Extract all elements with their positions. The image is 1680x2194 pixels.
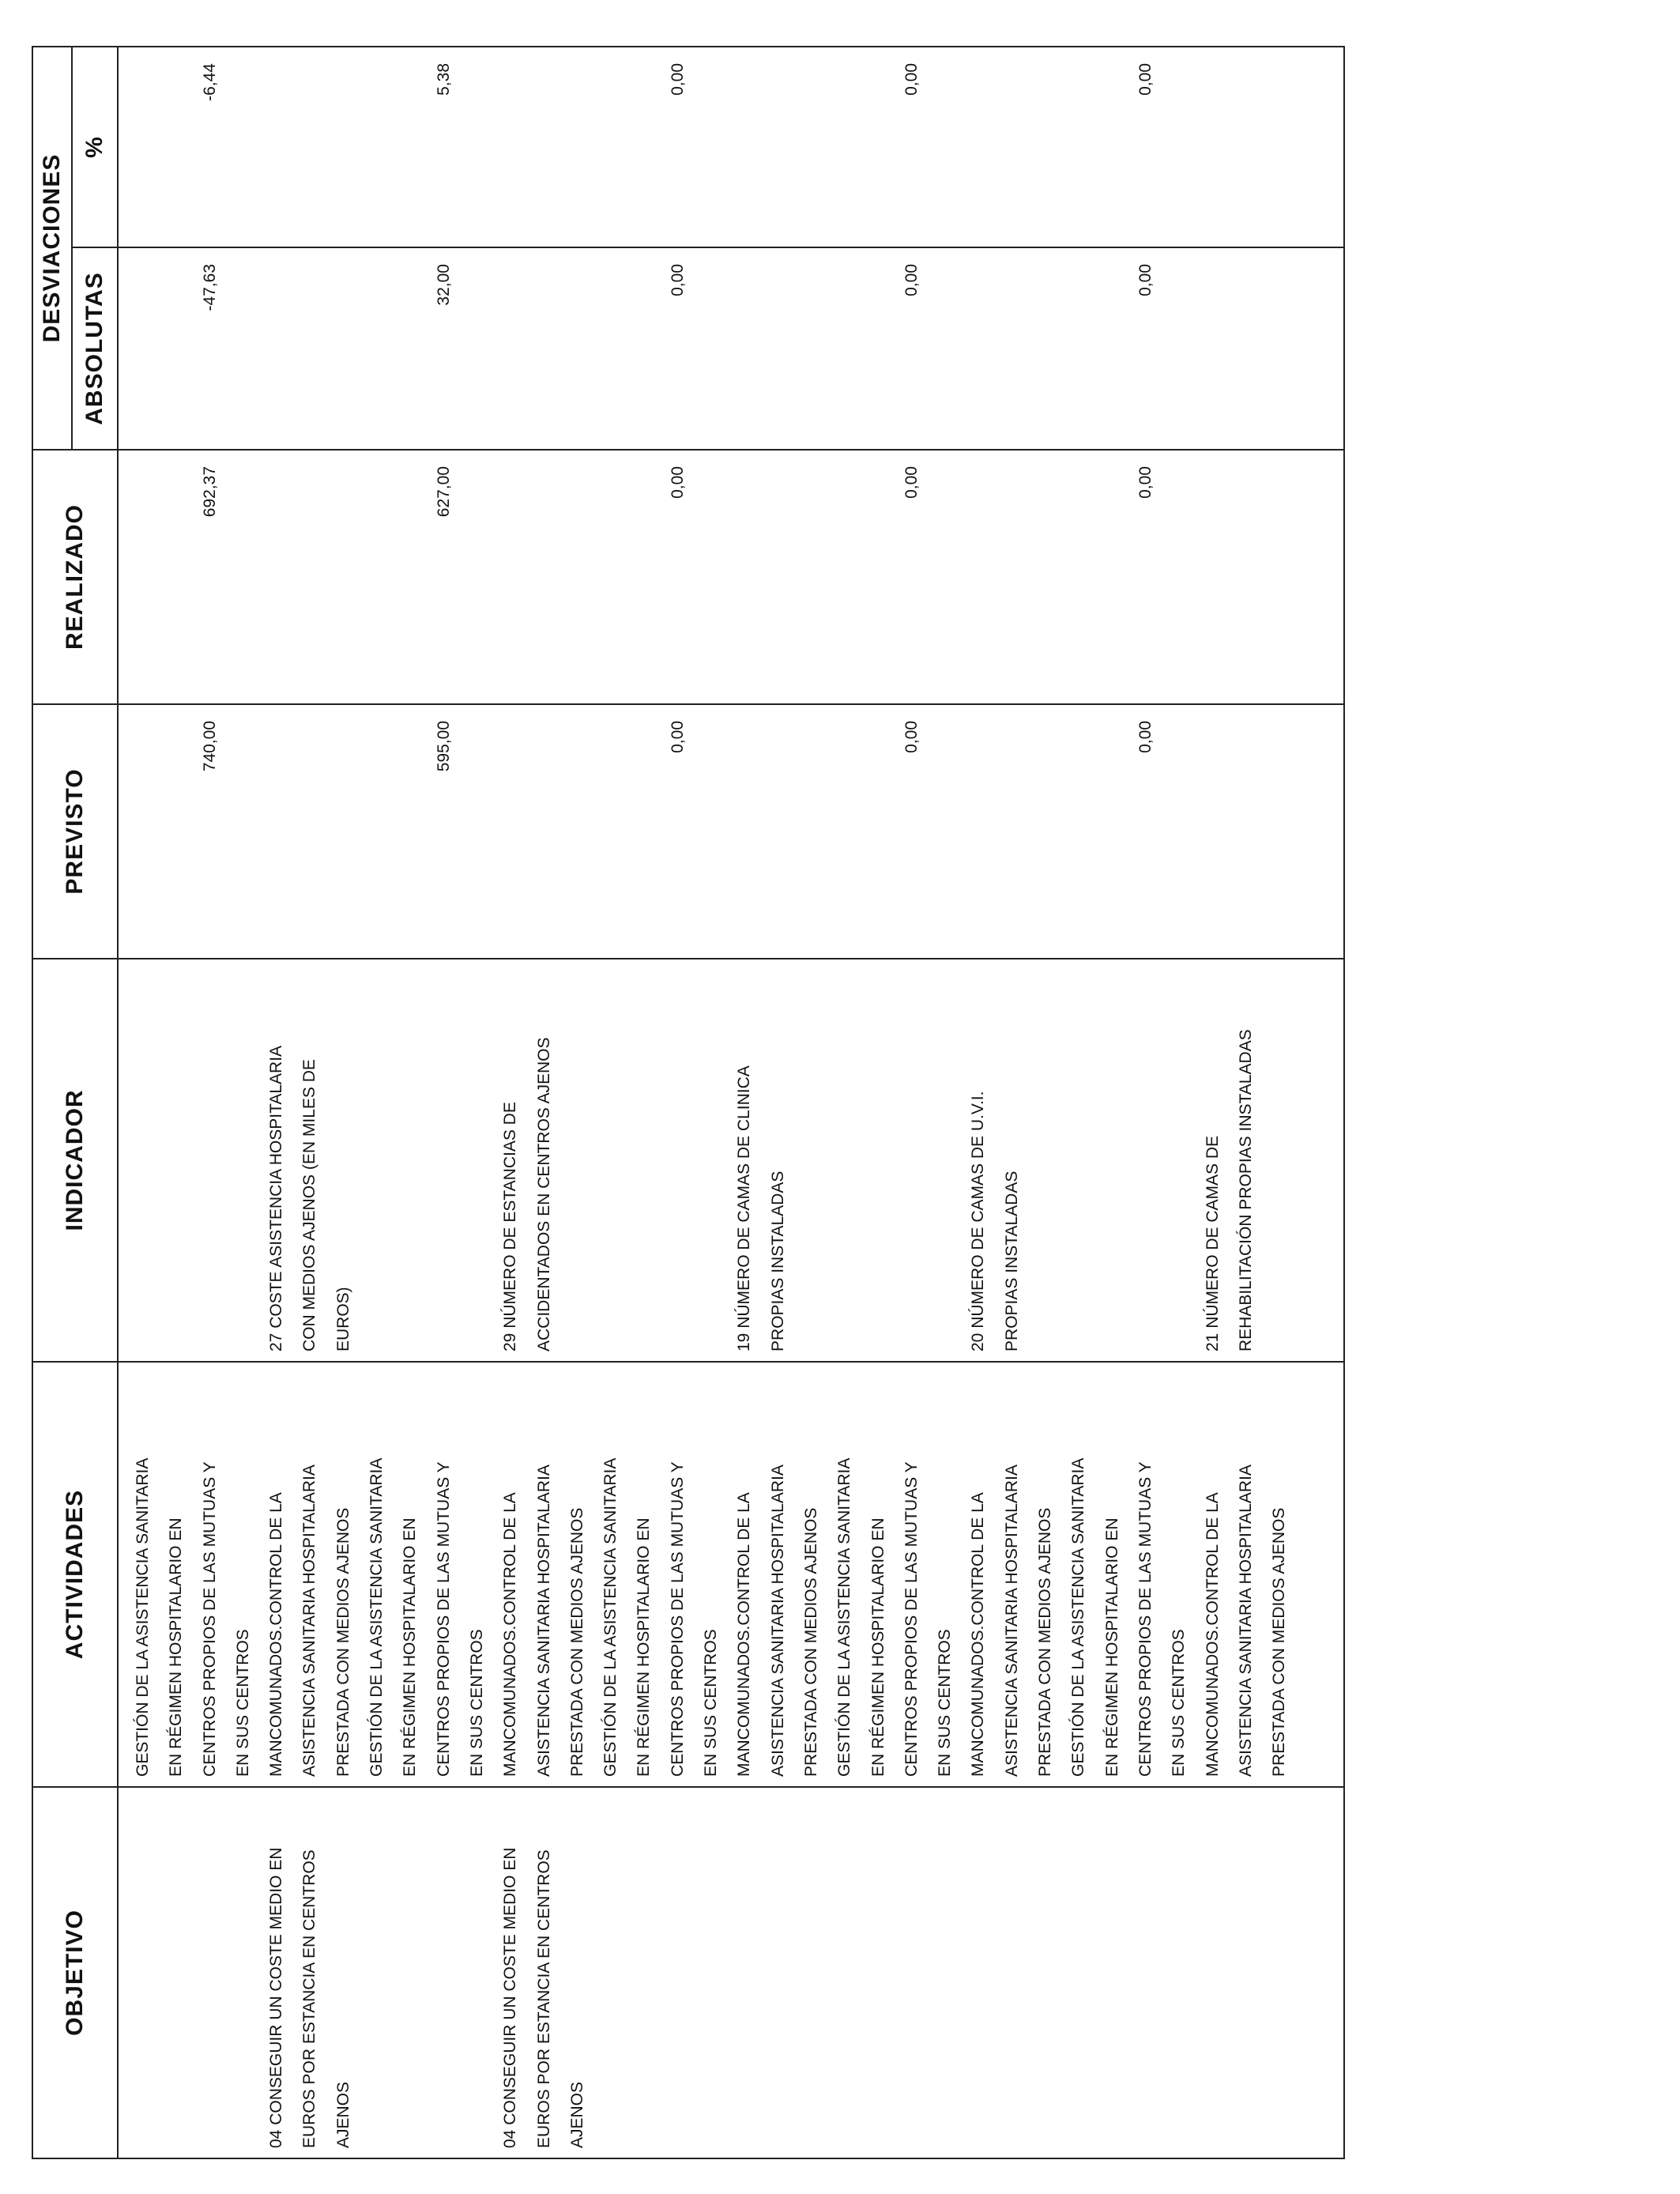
actividades-column (118, 1362, 1344, 1787)
indicador-line: 20 NÚMERO DE CAMAS DE U.V.I. (969, 1091, 988, 1351)
indicador-line: PROPIAS INSTALADAS (1002, 1171, 1021, 1351)
previsto-value-group (828, 721, 1062, 948)
porcentaje-value-group (1062, 63, 1296, 237)
objetivo-line: 04 CONSEGUIR UN COSTE MEDIO EN (267, 1847, 286, 2148)
objetivo-line: 04 CONSEGUIR UN COSTE MEDIO EN (501, 1847, 520, 2148)
line-spacer (360, 721, 428, 948)
actividad-line: PRESTADA CON MEDIOS AJENOS (801, 1507, 820, 1777)
header-actividades: ACTIVIDADES (32, 1362, 118, 1787)
absolutas-value: 0,00 (1136, 264, 1155, 296)
previsto-value-group (1062, 721, 1296, 948)
indicador-group (126, 969, 360, 1351)
line-spacer (126, 264, 194, 439)
absolutas-value-group (1062, 264, 1296, 439)
indicador-line: EUROS) (333, 1287, 352, 1351)
line-spacer (828, 721, 895, 948)
objetivo-group (828, 1797, 1062, 2148)
line-spacer (126, 969, 260, 1351)
objetivo-line: EUROS POR ESTANCIA EN CENTROS (300, 1849, 319, 2148)
actividad-line: GESTIÓN DE LA ASISTENCIA SANITARIA (835, 1457, 854, 1777)
table-body-row (118, 47, 1344, 2158)
indicador-group (828, 969, 1062, 1351)
actividad-line: EN RÉGIMEN HOSPITALARIO EN (167, 1517, 186, 1777)
previsto-value: 740,00 (200, 721, 219, 772)
actividad-line: GESTIÓN DE LA ASISTENCIA SANITARIA (134, 1457, 152, 1777)
actividad-group (1062, 1372, 1296, 1777)
absolutas-value: 32,00 (434, 264, 453, 306)
actividad-line: ASISTENCIA SANITARIA HOSPITALARIA (534, 1465, 553, 1777)
indicador-line: 29 NÚMERO DE ESTANCIAS DE (501, 1102, 520, 1351)
porcentaje-value: -6,44 (200, 63, 219, 101)
actividad-group (828, 1372, 1062, 1777)
previsto-value: 0,00 (902, 721, 921, 753)
header-absolutas: ABSOLUTAS (72, 247, 118, 450)
actividad-line: MANCOMUNADOS.CONTROL DE LA (735, 1492, 754, 1777)
actividad-line: EN RÉGIMEN HOSPITALARIO EN (1102, 1517, 1121, 1777)
line-spacer (594, 969, 728, 1351)
header-indicador: INDICADOR (32, 959, 118, 1362)
actividad-line: CENTROS PROPIOS DE LAS MUTUAS Y (200, 1461, 219, 1777)
actividad-line: CENTROS PROPIOS DE LAS MUTUAS Y (434, 1461, 453, 1777)
indicador-line: 19 NÚMERO DE CAMAS DE CLINICA (735, 1065, 754, 1351)
indicador-line: 21 NÚMERO DE CAMAS DE (1203, 1135, 1222, 1351)
indicator-table (32, 46, 1345, 2159)
realizado-value: 692,37 (200, 466, 219, 518)
actividad-line: GESTIÓN DE LA ASISTENCIA SANITARIA (601, 1457, 620, 1777)
porcentaje-value-group (126, 63, 360, 237)
actividad-line: PRESTADA CON MEDIOS AJENOS (567, 1507, 586, 1777)
porcentaje-value-group (828, 63, 1062, 237)
previsto-column (118, 704, 1344, 959)
line-spacer (1062, 264, 1129, 439)
objetivo-group (126, 1797, 360, 2148)
line-spacer (126, 1797, 260, 2148)
header-porcentaje: % (72, 47, 118, 247)
line-spacer (360, 969, 494, 1351)
actividad-line: EN SUS CENTROS (1170, 1629, 1188, 1777)
actividad-line: EN SUS CENTROS (467, 1629, 486, 1777)
indicador-line: PROPIAS INSTALADAS (768, 1171, 787, 1351)
porcentaje-value: 0,00 (1136, 63, 1155, 96)
realizado-value-group (126, 466, 360, 694)
objetivo-group (594, 1797, 828, 2148)
absolutas-column (118, 247, 1344, 450)
previsto-value: 0,00 (668, 721, 687, 753)
realizado-value: 627,00 (434, 466, 453, 518)
objetivo-column (118, 1787, 1344, 2158)
line-spacer (126, 63, 194, 237)
header-objetivo: OBJETIVO (32, 1787, 118, 2158)
porcentaje-column (118, 47, 1344, 247)
objetivo-line: AJENOS (567, 2081, 586, 2148)
line-spacer (1062, 63, 1129, 237)
actividad-line: ASISTENCIA SANITARIA HOSPITALARIA (300, 1465, 319, 1777)
indicador-line: ACCIDENTADOS EN CENTROS AJENOS (534, 1037, 553, 1351)
previsto-value: 0,00 (1136, 721, 1155, 753)
porcentaje-value-group (594, 63, 828, 237)
absolutas-value-group (360, 264, 594, 439)
indicador-line: CON MEDIOS AJENOS (EN MILES DE (300, 1059, 319, 1351)
line-spacer (828, 1797, 962, 2148)
line-spacer (1062, 466, 1129, 694)
objetivo-line: AJENOS (333, 2081, 352, 2148)
absolutas-value-group (828, 264, 1062, 439)
absolutas-value-group (594, 264, 828, 439)
header-desviaciones: DESVIACIONES (32, 47, 72, 450)
absolutas-value: 0,00 (902, 264, 921, 296)
actividad-line: GESTIÓN DE LA ASISTENCIA SANITARIA (367, 1457, 386, 1777)
line-spacer (1062, 969, 1196, 1351)
actividad-line: MANCOMUNADOS.CONTROL DE LA (501, 1492, 520, 1777)
actividad-line: GESTIÓN DE LA ASISTENCIA SANITARIA (1069, 1457, 1088, 1777)
actividad-line: ASISTENCIA SANITARIA HOSPITALARIA (1236, 1465, 1255, 1777)
absolutas-value-group (126, 264, 360, 439)
line-spacer (828, 466, 895, 694)
actividad-line: ASISTENCIA SANITARIA HOSPITALARIA (1002, 1465, 1021, 1777)
line-spacer (594, 264, 661, 439)
absolutas-value: 0,00 (668, 264, 687, 296)
realizado-value-group (1062, 466, 1296, 694)
previsto-value-group (360, 721, 594, 948)
actividad-line: CENTROS PROPIOS DE LAS MUTUAS Y (1136, 1461, 1155, 1777)
rotated-table-frame (32, 47, 1345, 2159)
header-previsto: PREVISTO (32, 704, 118, 959)
line-spacer (594, 466, 661, 694)
header-row-top (32, 47, 72, 2158)
indicador-line: 27 COSTE ASISTENCIA HOSPITALARIA (267, 1045, 286, 1351)
porcentaje-value: 0,00 (902, 63, 921, 96)
porcentaje-value-group (360, 63, 594, 237)
realizado-value: 0,00 (902, 466, 921, 499)
line-spacer (1062, 721, 1129, 948)
actividad-line: MANCOMUNADOS.CONTROL DE LA (1203, 1492, 1222, 1777)
line-spacer (360, 264, 428, 439)
objetivo-group (1062, 1797, 1296, 2148)
actividad-line: MANCOMUNADOS.CONTROL DE LA (969, 1492, 988, 1777)
absolutas-value: -47,63 (200, 264, 219, 311)
objetivo-line: EUROS POR ESTANCIA EN CENTROS (534, 1849, 553, 2148)
line-spacer (594, 63, 661, 237)
indicador-group (360, 969, 594, 1351)
line-spacer (360, 1797, 494, 2148)
header-realizado: REALIZADO (32, 450, 118, 704)
line-spacer (594, 1797, 728, 2148)
indicador-line: REHABILITACIÓN PROPIAS INSTALADAS (1236, 1029, 1255, 1351)
actividad-line: PRESTADA CON MEDIOS AJENOS (1270, 1507, 1289, 1777)
objetivo-group (360, 1797, 594, 2148)
actividad-group (126, 1372, 360, 1777)
line-spacer (126, 466, 194, 694)
actividad-line: PRESTADA CON MEDIOS AJENOS (1036, 1507, 1055, 1777)
line-spacer (828, 264, 895, 439)
realizado-value: 0,00 (1136, 466, 1155, 499)
actividad-group (594, 1372, 828, 1777)
line-spacer (1062, 1797, 1196, 2148)
actividad-line: EN SUS CENTROS (233, 1629, 252, 1777)
line-spacer (594, 721, 661, 948)
actividad-line: EN RÉGIMEN HOSPITALARIO EN (868, 1517, 887, 1777)
actividad-line: EN SUS CENTROS (702, 1629, 721, 1777)
previsto-value: 595,00 (434, 721, 453, 772)
actividad-line: CENTROS PROPIOS DE LAS MUTUAS Y (668, 1461, 687, 1777)
line-spacer (360, 466, 428, 694)
actividad-line: EN SUS CENTROS (936, 1629, 955, 1777)
porcentaje-value: 0,00 (668, 63, 687, 96)
actividad-line: PRESTADA CON MEDIOS AJENOS (333, 1507, 352, 1777)
line-spacer (360, 63, 428, 237)
line-spacer (828, 63, 895, 237)
actividad-line: EN RÉGIMEN HOSPITALARIO EN (635, 1517, 654, 1777)
realizado-value-group (360, 466, 594, 694)
realizado-column (118, 450, 1344, 704)
indicador-column (118, 959, 1344, 1362)
realizado-value: 0,00 (668, 466, 687, 499)
realizado-value-group (594, 466, 828, 694)
porcentaje-value: 5,38 (434, 63, 453, 96)
previsto-value-group (126, 721, 360, 948)
actividad-line: CENTROS PROPIOS DE LAS MUTUAS Y (902, 1461, 921, 1777)
line-spacer (126, 721, 194, 948)
line-spacer (828, 969, 962, 1351)
realizado-value-group (828, 466, 1062, 694)
actividad-line: EN RÉGIMEN HOSPITALARIO EN (401, 1517, 420, 1777)
actividad-line: MANCOMUNADOS.CONTROL DE LA (267, 1492, 286, 1777)
actividad-line: ASISTENCIA SANITARIA HOSPITALARIA (768, 1465, 787, 1777)
indicador-group (1062, 969, 1296, 1351)
indicador-group (594, 969, 828, 1351)
actividad-group (360, 1372, 594, 1777)
previsto-value-group (594, 721, 828, 948)
